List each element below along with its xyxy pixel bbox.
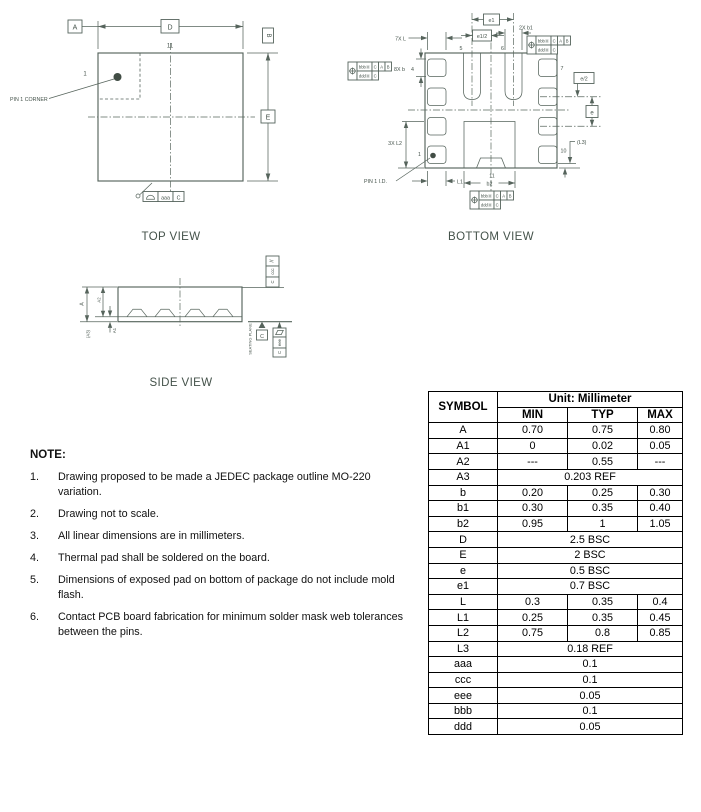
- symbol-cell: b1: [429, 501, 498, 517]
- arrowhead: [446, 36, 453, 40]
- bottom-view: [348, 13, 602, 243]
- arrowhead: [419, 77, 423, 84]
- note-item: [30, 470, 416, 500]
- arrowhead: [85, 315, 89, 322]
- leader-balloon: [136, 194, 140, 198]
- fcf-datum: C: [495, 193, 499, 199]
- dim-e-label: E: [265, 114, 271, 122]
- pin1-number: 1: [83, 71, 87, 78]
- arrowhead: [404, 162, 408, 169]
- side-view-title: SIDE VIEW: [149, 377, 213, 389]
- lead-profile: [155, 309, 175, 317]
- value-span-cell: 2.5 BSC: [498, 532, 683, 548]
- fcf-datum: C: [552, 47, 556, 53]
- lead-profile: [213, 309, 233, 317]
- col-header-max: MAX: [638, 407, 683, 423]
- side-view: [80, 256, 293, 389]
- table-row: [429, 688, 683, 704]
- fcf-datum: C: [552, 38, 556, 44]
- table-row: [429, 594, 683, 610]
- notes-section: [30, 449, 416, 647]
- min-cell: 0.20: [498, 485, 568, 501]
- max-cell: ---: [638, 454, 683, 470]
- fcf-datum: A: [559, 38, 563, 44]
- dim-e-label: e: [590, 110, 594, 117]
- pad: [428, 59, 447, 77]
- fcf-tolerance: ccc: [270, 268, 275, 275]
- arrowhead: [446, 179, 453, 183]
- table-row: [429, 657, 683, 673]
- symbol-cell: E: [429, 547, 498, 563]
- value-span-cell: 0.203 REF: [498, 469, 683, 485]
- note-item: [30, 551, 416, 566]
- parallelism-icon: //: [269, 259, 276, 263]
- table-row: [429, 625, 683, 641]
- unit-header: Unit: Millimeter: [498, 392, 683, 408]
- fcf-datum: A: [502, 193, 506, 199]
- fcf-row2-tol: [481, 201, 493, 208]
- material-modifier-icon: Ⓜ: [365, 73, 371, 79]
- dim-d-label: D: [167, 24, 173, 32]
- fcf-row1-tol: [538, 37, 550, 44]
- arrowhead: [466, 33, 473, 37]
- fcf-datum: C: [373, 64, 377, 70]
- min-cell: 0: [498, 438, 568, 454]
- arrowhead: [590, 97, 594, 103]
- fcf-row2-tol: [359, 72, 371, 79]
- bottom-view-title: BOTTOM VIEW: [448, 231, 534, 243]
- fcf-position-left: [348, 62, 392, 80]
- table-row: [429, 703, 683, 719]
- pad: [428, 118, 447, 136]
- dim-a-label: A: [79, 302, 86, 306]
- max-cell: 0.85: [638, 625, 683, 641]
- leader-line: [396, 158, 430, 181]
- table-row: [429, 547, 683, 563]
- typ-cell: 0.35: [568, 610, 638, 626]
- fcf-flatness: [273, 328, 286, 357]
- table-row: [429, 454, 683, 470]
- arrowhead: [575, 90, 579, 96]
- material-modifier-icon: Ⓜ: [544, 38, 550, 44]
- arrowhead: [464, 181, 471, 185]
- material-modifier-icon: Ⓜ: [544, 47, 550, 53]
- dim-8x-b-label: 8X b: [394, 66, 405, 73]
- typ-cell: 0.35: [568, 594, 638, 610]
- arrowhead: [419, 53, 423, 60]
- symbol-cell: D: [429, 532, 498, 548]
- dim-b2-label: b2: [486, 181, 493, 188]
- fcf-datum: C: [277, 350, 282, 355]
- fcf-tol-text: bbb: [537, 38, 545, 44]
- arrowhead: [563, 168, 567, 175]
- dimension-table: [428, 391, 683, 735]
- lead-profile: [127, 309, 147, 317]
- pin7-number: 7: [560, 66, 564, 72]
- dim-l3-label: (L3): [577, 140, 587, 146]
- dim-2x-b1-label: 2X b1: [519, 25, 533, 32]
- fcf-datum: B: [565, 38, 569, 44]
- dim-e-half-label: e/2: [580, 76, 588, 83]
- fcf-row1-tol: [481, 192, 493, 199]
- note-item: [30, 573, 416, 603]
- top-view-title: TOP VIEW: [141, 231, 201, 243]
- thermal-pad-number: 11: [166, 43, 174, 50]
- fcf-row2-tol: [538, 46, 550, 53]
- min-cell: 0.3: [498, 594, 568, 610]
- pin1-number: 1: [418, 152, 421, 158]
- fcf-datum: C: [176, 195, 181, 202]
- note-text: All linear dimensions are in millimeters.: [58, 530, 245, 542]
- note-item: [30, 529, 416, 544]
- lead-profile: [185, 309, 205, 317]
- top-view: [10, 20, 278, 244]
- datum-a-label: A: [72, 24, 78, 32]
- symbol-cell: bbb: [429, 703, 498, 719]
- min-cell: 0.95: [498, 516, 568, 532]
- fcf-tolerance: eee: [277, 339, 282, 346]
- symbol-cell: b: [429, 485, 498, 501]
- value-span-cell: 0.1: [498, 703, 683, 719]
- symbol-cell: L3: [429, 641, 498, 657]
- symbol-cell: L1: [429, 610, 498, 626]
- table-row: [429, 719, 683, 735]
- fcf-datum: C: [495, 202, 499, 208]
- note-number: 6.: [30, 611, 40, 623]
- typ-cell: 0.02: [568, 438, 638, 454]
- max-cell: 0.45: [638, 610, 683, 626]
- pin10-number: 10: [560, 148, 567, 155]
- arrowhead: [85, 287, 89, 294]
- fcf-datum: A: [380, 64, 384, 70]
- pad: [539, 59, 558, 77]
- value-span-cell: 0.05: [498, 719, 683, 735]
- dim-a1-label: A1: [112, 327, 117, 334]
- symbol-cell: ddd: [429, 719, 498, 735]
- symbol-cell: e1: [429, 579, 498, 595]
- pad: [539, 146, 558, 164]
- arrowhead: [491, 33, 498, 37]
- arrowhead: [98, 24, 106, 29]
- pad: [428, 88, 447, 106]
- fcf-tol-text: ddd: [537, 47, 545, 53]
- table-row: [429, 423, 683, 439]
- symbol-cell: aaa: [429, 657, 498, 673]
- pin5-number: 5: [459, 46, 463, 52]
- symbol-cell: L2: [429, 625, 498, 641]
- seating-plane-label: SEATING PLANE: [247, 323, 253, 355]
- fcf-tol-text: bbb: [358, 64, 366, 70]
- note-text: Thermal pad shall be soldered on the board.: [58, 552, 270, 564]
- dimension-table-body: [429, 423, 683, 735]
- arrowhead: [108, 311, 112, 317]
- typ-cell: 0.25: [568, 485, 638, 501]
- fcf-cell: [273, 328, 286, 337]
- thermal-pad: [464, 122, 515, 169]
- dim-l1-label: L1: [457, 179, 463, 186]
- pin1-id-label: PIN 1 I.D.: [364, 179, 387, 185]
- arrowhead: [108, 322, 112, 328]
- fcf-tol-text: ddd: [480, 202, 488, 208]
- typ-cell: 0.35: [568, 501, 638, 517]
- note-number: 3.: [30, 530, 40, 542]
- datum-b-label: B: [265, 33, 271, 38]
- min-cell: 0.75: [498, 625, 568, 641]
- note-number: 5.: [30, 574, 40, 586]
- symbol-cell: A: [429, 423, 498, 439]
- fcf-row1-tol: [359, 63, 371, 70]
- dim-3x-l2-label: 3X L2: [388, 140, 402, 147]
- note-text: Dimensions of exposed pad on bottom of package do not include mold flash.: [58, 574, 395, 601]
- arrowhead: [266, 174, 271, 182]
- arrowhead: [499, 31, 506, 35]
- datum-c-label: C: [260, 333, 264, 340]
- arrowhead: [404, 122, 408, 129]
- typ-cell: 1: [568, 516, 638, 532]
- fcf-datum: B: [386, 64, 390, 70]
- max-cell: 0.80: [638, 423, 683, 439]
- symbol-cell: A1: [429, 438, 498, 454]
- pin1-id-dot: [430, 153, 436, 159]
- table-row: [429, 532, 683, 548]
- arrowhead: [277, 322, 281, 328]
- fcf-tolerance: aaa: [161, 195, 170, 202]
- fcf-tol-text: bbb: [480, 193, 488, 199]
- symbol-cell: eee: [429, 688, 498, 704]
- typ-cell: 0.55: [568, 454, 638, 470]
- table-row: [429, 563, 683, 579]
- note-item: [30, 610, 416, 640]
- symbol-cell: L: [429, 594, 498, 610]
- note-text: Drawing not to scale.: [58, 508, 159, 520]
- value-span-cell: 0.18 REF: [498, 641, 683, 657]
- symbol-cell: A3: [429, 469, 498, 485]
- dim-e1-label: e1: [488, 17, 495, 24]
- value-span-cell: 0.1: [498, 657, 683, 673]
- pin1-corner-label: PIN 1 CORNER: [10, 97, 48, 103]
- arrowhead: [421, 36, 428, 40]
- pad-pin1: [428, 146, 447, 164]
- arrowhead: [507, 17, 514, 21]
- table-row: [429, 501, 683, 517]
- symbol-cell: ccc: [429, 672, 498, 688]
- arrowhead: [421, 179, 428, 183]
- max-cell: 0.30: [638, 485, 683, 501]
- table-row: [429, 610, 683, 626]
- max-cell: 0.4: [638, 594, 683, 610]
- max-cell: 1.05: [638, 516, 683, 532]
- min-cell: 0.25: [498, 610, 568, 626]
- arrowhead: [509, 181, 516, 185]
- max-cell: 0.40: [638, 501, 683, 517]
- arrowhead: [101, 311, 105, 317]
- arrowhead: [568, 157, 572, 164]
- material-modifier-icon: Ⓜ: [365, 64, 371, 70]
- value-span-cell: 0.7 BSC: [498, 579, 683, 595]
- value-span-cell: 2 BSC: [498, 547, 683, 563]
- note-item: [30, 507, 416, 522]
- arrowhead: [266, 53, 271, 61]
- typ-cell: 0.8: [568, 625, 638, 641]
- note-number: 4.: [30, 552, 40, 564]
- col-header-min: MIN: [498, 407, 568, 423]
- fcf-profile-aaa: [143, 192, 184, 202]
- table-row: [429, 469, 683, 485]
- table-header-row: [429, 392, 683, 408]
- col-header-symbol: SYMBOL: [429, 392, 498, 423]
- fcf-datum: C: [373, 73, 377, 79]
- table-row: [429, 485, 683, 501]
- leader-line: [49, 79, 114, 99]
- typ-cell: 0.75: [568, 423, 638, 439]
- table-row: [429, 579, 683, 595]
- material-modifier-icon: Ⓜ: [487, 202, 493, 208]
- dim-a2-label: A2: [96, 297, 102, 303]
- min-cell: ---: [498, 454, 568, 470]
- fcf-datum: B: [508, 193, 512, 199]
- max-cell: 0.05: [638, 438, 683, 454]
- table-row: [429, 438, 683, 454]
- fcf-datum: C: [270, 280, 275, 284]
- note-text: Contact PCB board fabrication for minimum solder mask web tolerances between the pins.: [58, 611, 404, 638]
- arrowhead: [472, 17, 479, 21]
- symbol-cell: A2: [429, 454, 498, 470]
- arrowhead: [101, 287, 105, 293]
- value-span-cell: 0.05: [498, 688, 683, 704]
- pin1-corner-dot: [114, 73, 122, 81]
- note-number: 2.: [30, 508, 40, 520]
- table-row: [429, 672, 683, 688]
- col-header-typ: TYP: [568, 407, 638, 423]
- pin6-number: 6: [501, 46, 504, 52]
- fcf-cell: [143, 192, 158, 202]
- symbol-cell: b2: [429, 516, 498, 532]
- datum-triangle-icon: [259, 322, 266, 328]
- arrowhead: [236, 24, 244, 29]
- value-span-cell: 0.5 BSC: [498, 563, 683, 579]
- min-cell: 0.30: [498, 501, 568, 517]
- fcf-position-top: [527, 36, 571, 54]
- dim-e1-half-label: e1/2: [476, 33, 488, 40]
- note-text: Drawing proposed to be made a JEDEC package outline MO-220 variation.: [58, 471, 371, 498]
- note-number: 1.: [30, 471, 40, 483]
- pin4-number: 4: [411, 66, 414, 73]
- fcf-parallelism: [266, 256, 279, 287]
- pin11-number: 11: [489, 173, 495, 180]
- table-row: [429, 516, 683, 532]
- material-modifier-icon: Ⓜ: [487, 193, 493, 199]
- fcf-tol-text: ddd: [358, 73, 366, 79]
- dim-a3-label: (A3): [85, 330, 91, 338]
- dim-7x-l-label: 7X L: [395, 36, 406, 43]
- arrowhead: [590, 120, 594, 126]
- notes-heading: NOTE:: [30, 449, 66, 461]
- min-cell: 0.70: [498, 423, 568, 439]
- table-row: [429, 641, 683, 657]
- symbol-cell: e: [429, 563, 498, 579]
- leader-line: [570, 142, 575, 158]
- value-span-cell: 0.1: [498, 672, 683, 688]
- fcf-position-bottom: [470, 191, 514, 209]
